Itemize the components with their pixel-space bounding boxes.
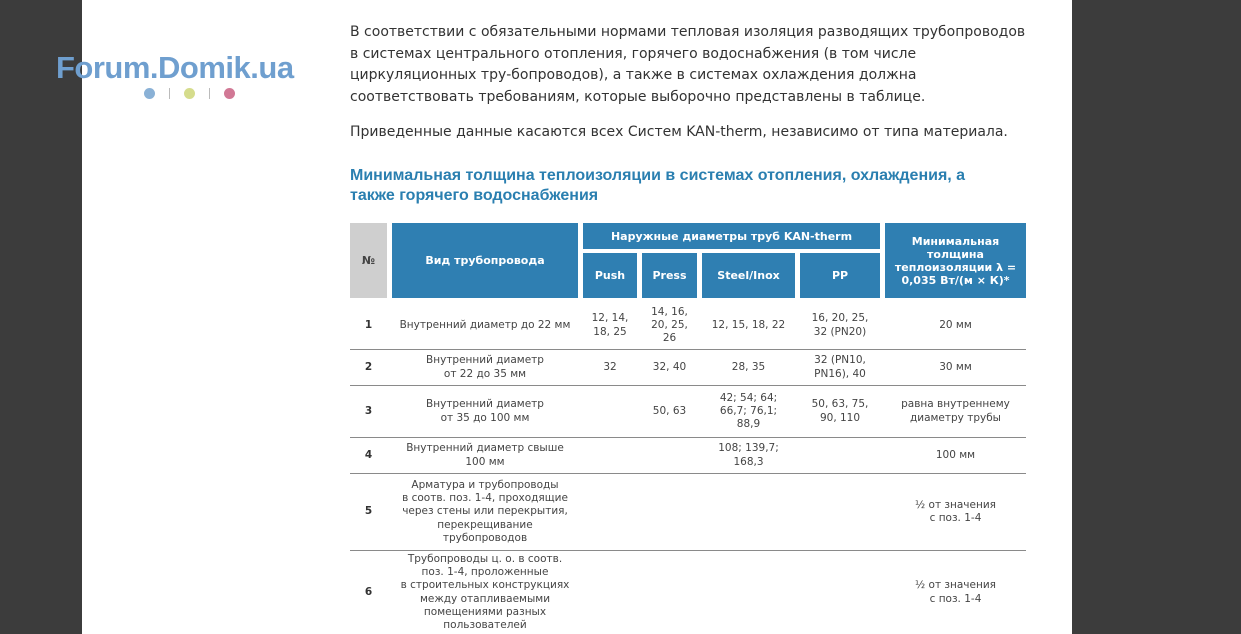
row-type: Внутренний диаметр от 35 до 100 мм: [426, 398, 544, 424]
row-push: 12, 14, 18, 25: [591, 312, 629, 338]
row-pp: [800, 438, 880, 473]
row-min: 100 мм: [935, 448, 976, 461]
row-steel: [702, 551, 795, 634]
row-number: 3: [364, 404, 373, 417]
row-number: 1: [364, 318, 373, 331]
row-push: [583, 551, 637, 634]
table-row: [350, 438, 1026, 474]
row-press: 50, 63: [652, 404, 687, 417]
logo-dot-yellow: [184, 88, 195, 99]
row-press: [642, 474, 697, 550]
header-pp: PP: [800, 253, 880, 298]
row-min: 20 мм: [939, 318, 972, 331]
row-push: [583, 386, 637, 437]
row-min: 30 мм: [939, 360, 972, 373]
logo-dot-blue: [144, 88, 155, 99]
row-min: ½ от значения с поз. 1-4: [915, 579, 996, 605]
header-push: Push: [583, 253, 637, 298]
row-press: 14, 16, 20, 25, 26: [651, 305, 688, 345]
header-press: Press: [642, 253, 697, 298]
row-push: 32: [603, 360, 617, 373]
row-type: Внутренний диаметр до 22 мм: [399, 318, 571, 331]
row-pp: 50, 63, 75, 90, 110: [811, 398, 869, 424]
scope-paragraph: Приведенные данные касаются всех Систем KAN-therm, независимо от типа материала.: [350, 124, 1008, 140]
row-pp: [800, 551, 880, 634]
table-row: [350, 302, 1026, 350]
row-steel: 28, 35: [731, 360, 766, 373]
row-number: 6: [364, 585, 373, 598]
row-push: [583, 474, 637, 550]
row-type: Внутренний диаметр от 22 до 35 мм: [426, 354, 544, 380]
row-number: 4: [364, 448, 373, 461]
forum-logo[interactable]: [56, 50, 326, 106]
header-min-thickness: Минимальная толщина теплоизоляции λ = 0,035 Вт/(м × К)*: [885, 223, 1026, 298]
header-num: №: [350, 223, 387, 298]
row-steel: [702, 474, 795, 550]
row-steel: 42; 54; 64; 66,7; 76,1; 88,9: [719, 391, 778, 431]
table-row: [350, 551, 1026, 634]
row-min: ½ от значения с поз. 1-4: [915, 498, 996, 524]
row-number: 5: [364, 505, 373, 518]
logo-separator: [209, 88, 210, 99]
table-row: [350, 474, 1026, 551]
row-type: Трубопроводы ц. о. в соотв. поз. 1-4, проложенные в строительных конструкциях между отапливаемыми помещениями разных пользователей: [400, 552, 570, 632]
row-press: [642, 551, 697, 634]
row-pp: 16, 20, 25, 32 (PN20): [811, 312, 869, 338]
table-row: [350, 350, 1026, 386]
row-pp: 32 (PN10, PN16), 40: [814, 354, 866, 380]
table-row: [350, 386, 1026, 438]
logo-dot-pink: [224, 88, 235, 99]
logo-separator: [169, 88, 170, 99]
header-diameters: Наружные диаметры труб KAN-therm: [583, 223, 880, 249]
table-heading: Минимальная толщина теплоизоляции в системах отопления, охлаждения, а также горячего водоснабжения: [350, 167, 966, 204]
row-press: [642, 438, 697, 473]
row-number: 2: [364, 360, 373, 373]
row-push: [583, 438, 637, 473]
intro-paragraph: В соответствии с обязательными нормами тепловая изоляция разводящих трубопроводов в системах центрального отопления, горячего водоснабжения (в том числе циркуляционных тру-бопроводов), а также в системах охлаждения должна соответствовать требованиям, которые выборочно представлены в таблице.: [350, 24, 1026, 105]
row-min: равна внутреннему диаметру трубы: [901, 398, 1010, 424]
row-type: Арматура и трубопроводы в соотв. поз. 1-4, проходящие через стены или перекрытия, перекрещивание трубопроводов: [402, 478, 568, 544]
row-type: Внутренний диаметр свыше 100 мм: [406, 442, 564, 468]
row-steel: 12, 15, 18, 22: [711, 318, 786, 331]
row-steel: 108; 139,7; 168,3: [718, 442, 779, 468]
row-press: 32, 40: [652, 360, 687, 373]
header-type: Вид трубопровода: [392, 223, 578, 298]
row-pp: [800, 474, 880, 550]
header-steel: Steel/Inox: [702, 253, 795, 298]
logo-text: Forum.Domik.ua: [56, 50, 294, 85]
